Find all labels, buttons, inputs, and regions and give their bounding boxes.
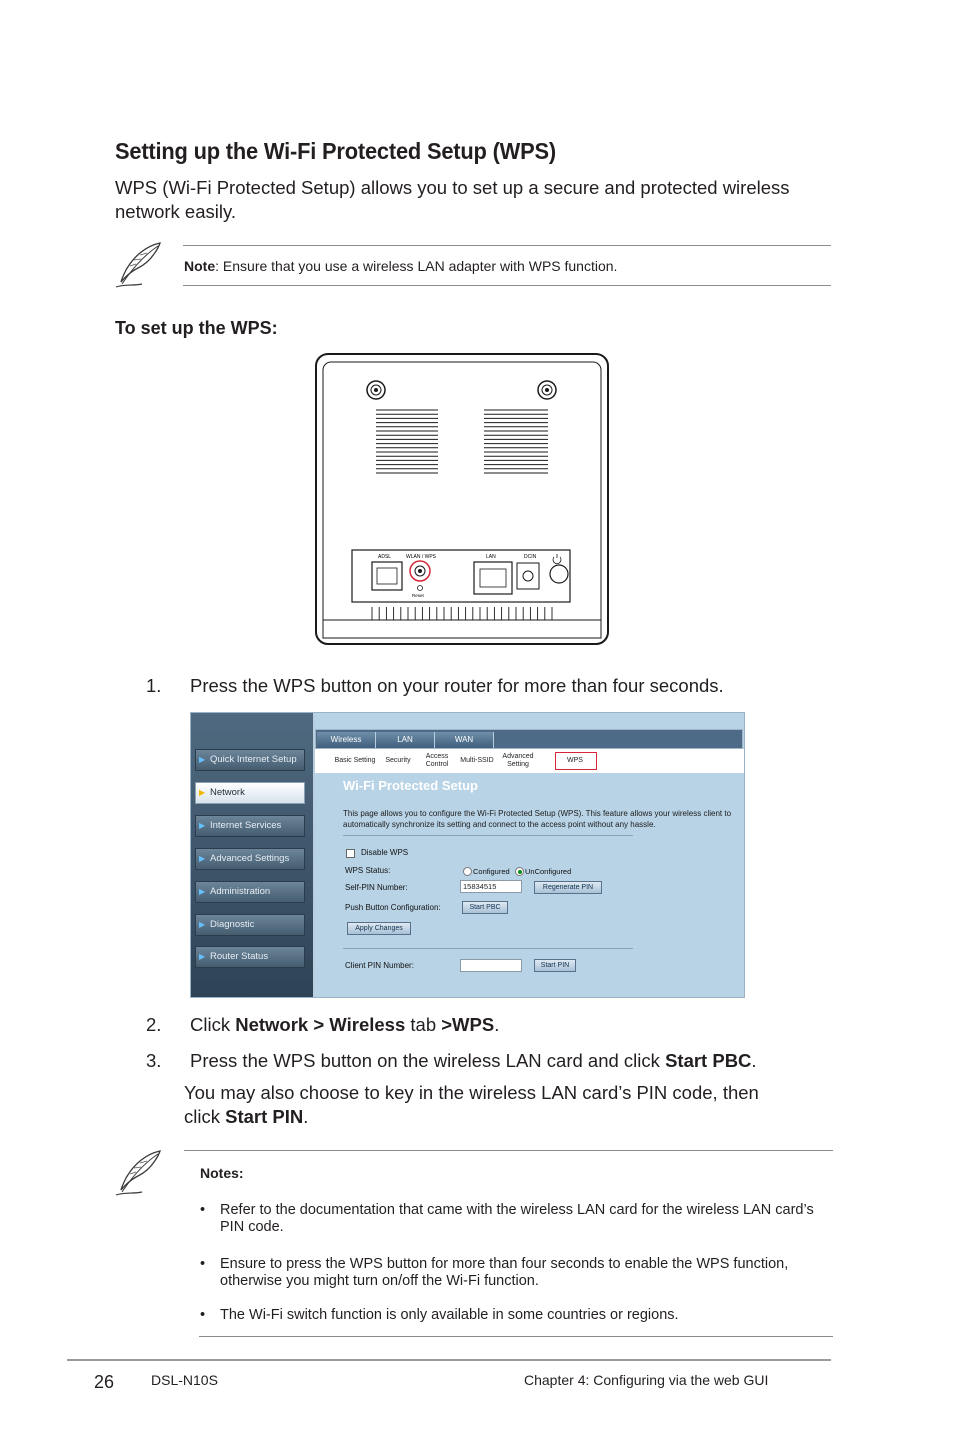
- page-title: Setting up the Wi-Fi Protected Setup (WPS): [115, 138, 556, 164]
- subtab-access-control[interactable]: Access Control: [425, 753, 449, 768]
- note-bottom-rule: [183, 285, 831, 286]
- port-label-dcin: DCIN: [524, 554, 537, 560]
- unconfigured-label: UnConfigured: [525, 867, 572, 876]
- disable-wps-label: Disable WPS: [361, 848, 409, 857]
- step-2: 2. Click Network > Wireless tab >WPS.: [146, 1014, 500, 1035]
- subtab-security[interactable]: Security: [385, 757, 411, 764]
- menu-advanced-settings[interactable]: ▶ Advanced Settings: [195, 848, 305, 870]
- radio-unconfigured[interactable]: [515, 867, 524, 876]
- self-pin-label: Self-PIN Number:: [345, 883, 408, 892]
- subtab-multi-ssid[interactable]: Multi-SSID: [460, 757, 494, 764]
- intro-paragraph: WPS (Wi-Fi Protected Setup) allows you to set up a secure and protected wireless network easily.: [115, 177, 790, 222]
- menu-administration[interactable]: ▶ Administration: [195, 881, 305, 903]
- model-name: DSL-N10S: [151, 1372, 218, 1388]
- page-number: 26: [94, 1372, 115, 1392]
- note-item: • Refer to the documentation that came with the wireless LAN card for the wireless LAN card’s PIN code.: [200, 1202, 814, 1235]
- configured-label: Configured: [473, 867, 510, 876]
- client-pin-label: Client PIN Number:: [345, 961, 414, 970]
- web-gui-screenshot: [190, 712, 745, 998]
- gui-page-title: Wi-Fi Protected Setup: [343, 778, 478, 793]
- menu-router-status[interactable]: ▶ Router Status: [195, 946, 305, 968]
- tab-wireless[interactable]: Wireless: [317, 732, 376, 748]
- chapter-title: Chapter 4: Configuring via the web GUI: [524, 1372, 769, 1388]
- self-pin-field[interactable]: 15834515: [460, 880, 522, 893]
- port-label-adsl: ADSL: [378, 554, 392, 560]
- notes-bottom-rule: [199, 1336, 833, 1337]
- wps-tab-highlight: [555, 752, 597, 770]
- notes-top-rule: [184, 1150, 833, 1151]
- start-pbc-button[interactable]: Start PBC: [462, 901, 508, 914]
- subtab-wps[interactable]: WPS: [567, 757, 583, 764]
- footer-rule: [67, 1359, 831, 1361]
- note-text: Note: Ensure that you use a wireless LAN adapter with WPS function.: [184, 258, 618, 274]
- feather-icon: [112, 1148, 168, 1198]
- router-illustration: [314, 352, 610, 648]
- gui-subtab-bar: [315, 749, 745, 773]
- step-3: 3. Press the WPS button on the wireless LAN card and click Start PBC.: [146, 1050, 757, 1071]
- gui-main-panel: [315, 713, 745, 997]
- step-1: 1. Press the WPS button on your router for more than four seconds.: [146, 675, 724, 696]
- tab-wan[interactable]: WAN: [435, 732, 494, 748]
- push-button-config-label: Push Button Configuration:: [345, 903, 441, 912]
- disable-wps-checkbox[interactable]: [346, 849, 355, 858]
- subtab-advanced-setting[interactable]: Advanced Setting: [502, 753, 534, 768]
- note-item: • The Wi-Fi switch function is only available in some countries or regions.: [200, 1307, 679, 1323]
- feather-icon: [112, 240, 168, 290]
- notes-title: Notes:: [200, 1165, 244, 1181]
- note-top-rule: [183, 245, 831, 246]
- port-label-wlan-wps: WLAN / WPS: [406, 554, 437, 560]
- subtab-basic-setting[interactable]: Basic Setting: [334, 757, 376, 764]
- gui-divider-2: [343, 948, 633, 949]
- menu-internet-services[interactable]: ▶ Internet Services: [195, 815, 305, 837]
- sidebar-menu: [191, 713, 313, 997]
- apply-changes-button[interactable]: Apply Changes: [347, 922, 411, 935]
- start-pin-button[interactable]: Start PIN: [534, 959, 576, 972]
- reset-label: Reset: [412, 593, 424, 598]
- regenerate-pin-button[interactable]: Regenerate PIN: [534, 881, 602, 894]
- menu-diagnostic[interactable]: ▶ Diagnostic: [195, 914, 305, 936]
- note-item: • Ensure to press the WPS button for more than four seconds to enable the WPS function, otherwise you might turn on/off the Wi-Fi function.: [200, 1256, 789, 1289]
- menu-quick-internet-setup[interactable]: ▶ Quick Internet Setup: [195, 749, 305, 771]
- port-label-lan: LAN: [486, 554, 496, 560]
- gui-divider: [343, 835, 633, 836]
- client-pin-field[interactable]: [460, 959, 522, 972]
- tab-lan[interactable]: LAN: [376, 732, 435, 748]
- gui-tab-bar: [315, 729, 743, 749]
- wps-status-label: WPS Status:: [345, 866, 391, 875]
- radio-configured[interactable]: [463, 867, 472, 876]
- step-3-alternative: You may also choose to key in the wireless LAN card’s PIN code, then click Start PIN.: [184, 1082, 759, 1127]
- section-subheading: To set up the WPS:: [115, 318, 278, 338]
- menu-network[interactable]: ▶ Network: [195, 782, 305, 804]
- gui-description: This page allows you to configure the Wi-Fi Protected Setup (WPS). This feature allows your wireless client to automatically synchronize its setting and connect to the access point without any hassle.: [343, 809, 732, 829]
